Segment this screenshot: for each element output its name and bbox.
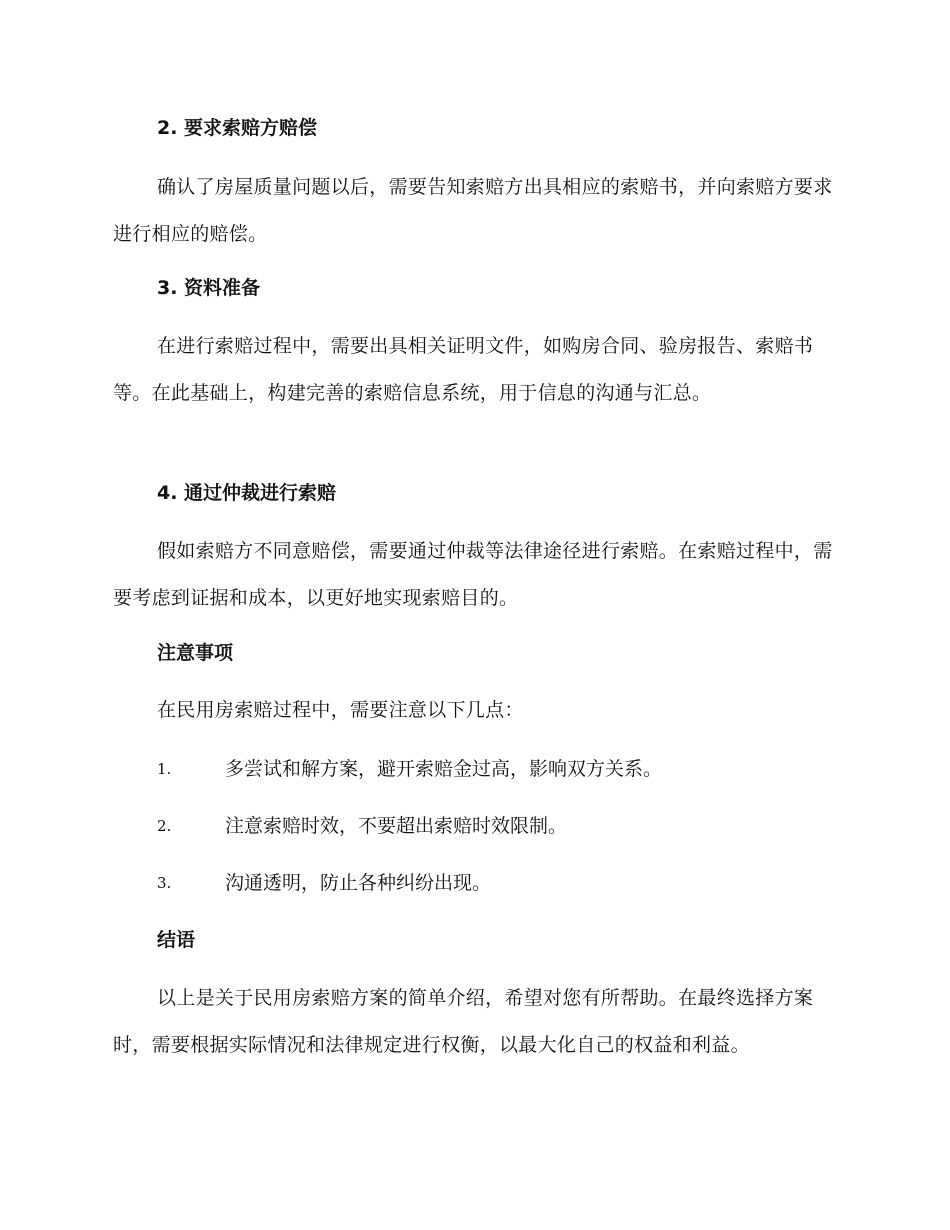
paragraph-claim-compensation: 确认了房屋质量问题以后，需要告知索赔方出具相应的索赔书，并向索赔方要求进行相应的赔偿。 [113, 176, 833, 245]
list-item-text: 注意索赔时效，不要超出索赔时效限制。 [225, 815, 568, 837]
paragraph-conclusion: 以上是关于民用房索赔方案的简单介绍，希望对您有所帮助。在最终选择方案时，需要根据实际情况和法律规定进行权衡，以最大化自己的权益和利益。 [113, 987, 814, 1056]
section-heading-arbitration: 4. 通过仲裁进行索赔 [157, 482, 337, 504]
section-heading-notes: 注意事项 [157, 642, 234, 664]
list-item-number: 3. [157, 874, 172, 892]
list-item-text: 多尝试和解方案，避开索赔金过高，影响双方关系。 [225, 758, 663, 780]
list-item-number: 2. [157, 817, 172, 835]
paragraph-materials: 在进行索赔过程中，需要出具相关证明文件，如购房合同、验房报告、索赔书等。在此基础上，构建完善的索赔信息系统，用于信息的沟通与汇总。 [113, 335, 814, 404]
list-item-number: 1. [157, 760, 172, 778]
section-heading-claim-compensation: 2. 要求索赔方赔偿 [157, 117, 318, 139]
section-heading-materials: 3. 资料准备 [157, 277, 261, 299]
list-item-text: 沟通透明，防止各种纠纷出现。 [225, 872, 492, 894]
paragraph-arbitration: 假如索赔方不同意赔偿，需要通过仲裁等法律途径进行索赔。在索赔过程中，需要考虑到证据和成本，以更好地实现索赔目的。 [113, 540, 833, 609]
section-heading-conclusion: 结语 [157, 929, 196, 951]
paragraph-notes-intro: 在民用房索赔过程中，需要注意以下几点： [157, 699, 524, 721]
